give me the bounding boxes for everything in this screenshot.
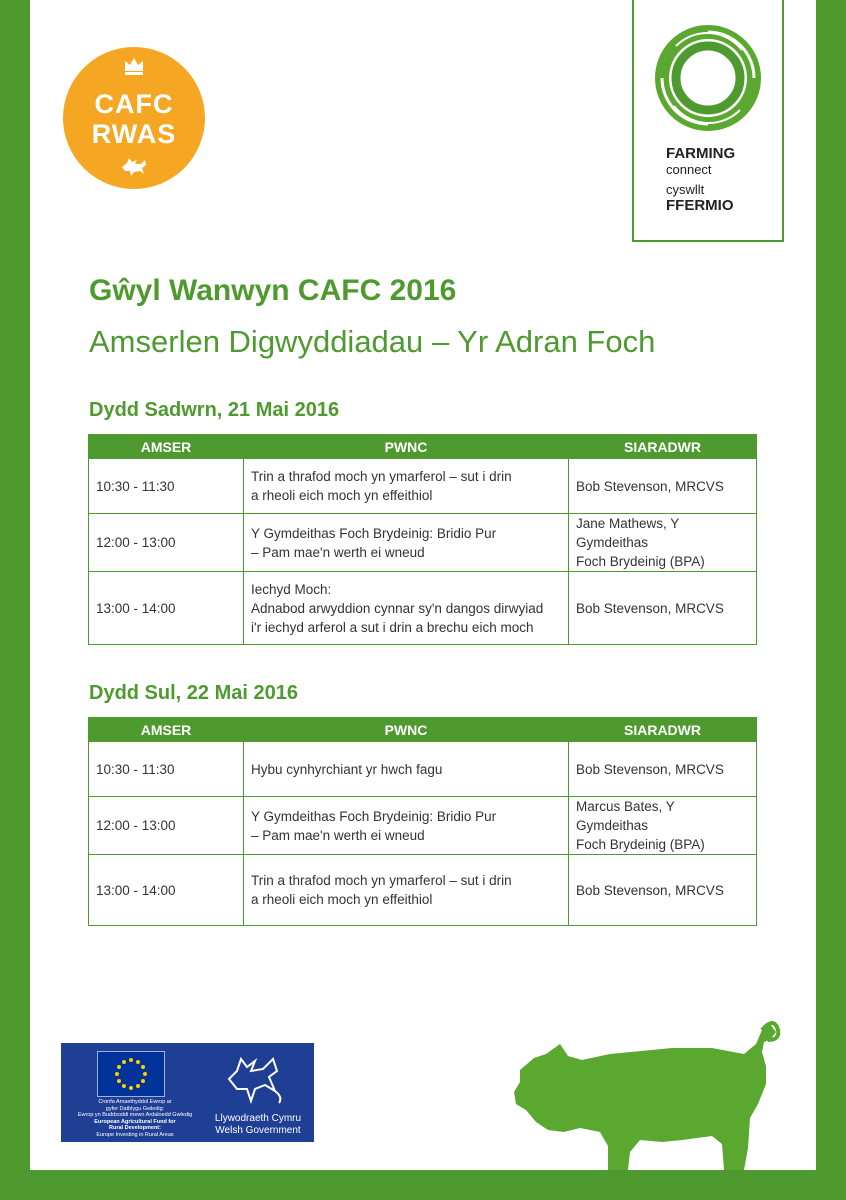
eu-text-line: Europe Investing in Rural Areas	[96, 1131, 174, 1138]
topic-line: a rheoli eich moch yn effeithiol	[251, 488, 433, 503]
speaker-line: Foch Brydeinig (BPA)	[576, 837, 705, 852]
column-header-time: AMSER	[89, 718, 244, 742]
topic-line: Y Gymdeithas Foch Brydeinig: Bridio Pur	[251, 808, 497, 824]
eu-text-line: European Agricultural Fund for	[94, 1118, 176, 1125]
topic-line: Trin a thrafod moch yn ymarferol – sut i drin	[251, 469, 512, 484]
time-cell: 10:30 - 11:30	[89, 742, 244, 797]
speaker-line: Bob Stevenson, MRCVS	[576, 882, 724, 898]
page-title: Gŵyl Wanwyn CAFC 2016	[89, 274, 457, 307]
eu-fund-text	[65, 1099, 205, 1138]
column-header-topic: PWNC	[244, 435, 569, 459]
topic-cell	[244, 572, 569, 645]
time-cell: 13:00 - 14:00	[89, 855, 244, 926]
eu-text-line: Cronfa Amaethyddol Ewrop ar	[98, 1099, 172, 1105]
topic-line: – Pam mae'n werth ei wneud	[251, 544, 425, 560]
welsh-dragon-icon	[221, 1049, 291, 1107]
cafc-logo-line2: RWAS	[91, 119, 177, 149]
speaker-line: Bob Stevenson, MRCVS	[576, 478, 724, 494]
column-header-time: AMSER	[89, 435, 244, 459]
topic-cell	[244, 742, 569, 797]
table-header-row	[89, 435, 757, 459]
table-header-row	[89, 718, 757, 742]
cafc-rwas-logo	[63, 47, 205, 189]
farming-connect-line1: FARMING	[666, 145, 736, 162]
topic-line: Iechyd Moch:	[251, 581, 332, 597]
farming-connect-line2: connect	[666, 162, 712, 177]
eu-text-line: Rural Development:	[109, 1125, 161, 1131]
topic-cell	[244, 459, 569, 514]
schedule-table-day-1	[88, 434, 757, 645]
table-row	[89, 514, 757, 572]
topic-line: i'r iechyd arferol a sut i drin a brechu eich moch	[251, 619, 534, 635]
day-heading-1: Dydd Sadwrn, 21 Mai 2016	[89, 399, 340, 421]
column-header-speaker: SIARADWR	[569, 435, 757, 459]
crown-icon	[123, 55, 145, 75]
topic-cell	[244, 855, 569, 926]
schedule-table-day-2	[88, 717, 757, 926]
speaker-line: Bob Stevenson, MRCVS	[576, 600, 724, 616]
eu-stars-icon	[98, 1052, 164, 1096]
topic-line: – Pam mae'n werth ei wneud	[251, 827, 425, 843]
welsh-government-text	[206, 1113, 310, 1137]
eu-flag-icon	[97, 1051, 165, 1097]
topic-line: Adnabod arwyddion cynnar sy'n dangos dirwyiad	[251, 600, 544, 616]
wg-line-welsh: Llywodraeth Cymru	[214, 1113, 302, 1124]
eu-welsh-government-badge	[61, 1043, 314, 1142]
farming-connect-logo	[632, 0, 784, 242]
pig-silhouette-icon	[512, 1018, 782, 1170]
eu-text-line: Ewrop yn Buddsoddi mewn Ardaloedd Gwledig	[77, 1112, 193, 1118]
speaker-cell	[569, 855, 757, 926]
dragon-icon	[119, 155, 149, 177]
page-subtitle: Amserlen Digwyddiadau – Yr Adran Foch	[89, 324, 656, 359]
farming-connect-ring-icon	[652, 22, 764, 134]
topic-line: a rheoli eich moch yn effeithiol	[251, 892, 433, 907]
speaker-line: Bob Stevenson, MRCVS	[576, 761, 724, 777]
speaker-cell	[569, 572, 757, 645]
table-row	[89, 572, 757, 645]
column-header-topic: PWNC	[244, 718, 569, 742]
topic-line: Hybu cynhyrchiant yr hwch fagu	[251, 761, 443, 777]
time-cell: 10:30 - 11:30	[89, 459, 244, 514]
day-heading-2: Dydd Sul, 22 Mai 2016	[89, 682, 298, 704]
farming-connect-line3: cyswllt	[666, 182, 705, 197]
wg-line-english: Welsh Government	[215, 1125, 301, 1136]
time-cell: 12:00 - 13:00	[89, 797, 244, 855]
speaker-cell	[569, 514, 757, 572]
speaker-line: Foch Brydeinig (BPA)	[576, 554, 705, 569]
column-header-speaker: SIARADWR	[569, 718, 757, 742]
time-cell: 12:00 - 13:00	[89, 514, 244, 572]
speaker-line: Marcus Bates, Y Gymdeithas	[576, 799, 675, 833]
speaker-cell	[569, 797, 757, 855]
farming-connect-line4: FFERMIO	[666, 197, 734, 214]
speaker-line: Jane Mathews, Y Gymdeithas	[576, 516, 680, 550]
speaker-cell	[569, 742, 757, 797]
table-row	[89, 459, 757, 514]
topic-line: Y Gymdeithas Foch Brydeinig: Bridio Pur	[251, 525, 497, 541]
table-row	[89, 742, 757, 797]
time-cell: 13:00 - 14:00	[89, 572, 244, 645]
eu-text-line: gyfer Datblygu Gwledig:	[105, 1105, 165, 1112]
topic-line: Trin a thrafod moch yn ymarferol – sut i drin	[251, 873, 512, 888]
table-row	[89, 855, 757, 926]
topic-cell	[244, 797, 569, 855]
table-row	[89, 797, 757, 855]
speaker-cell	[569, 459, 757, 514]
cafc-logo-line1: CAFC	[94, 89, 174, 119]
topic-cell	[244, 514, 569, 572]
